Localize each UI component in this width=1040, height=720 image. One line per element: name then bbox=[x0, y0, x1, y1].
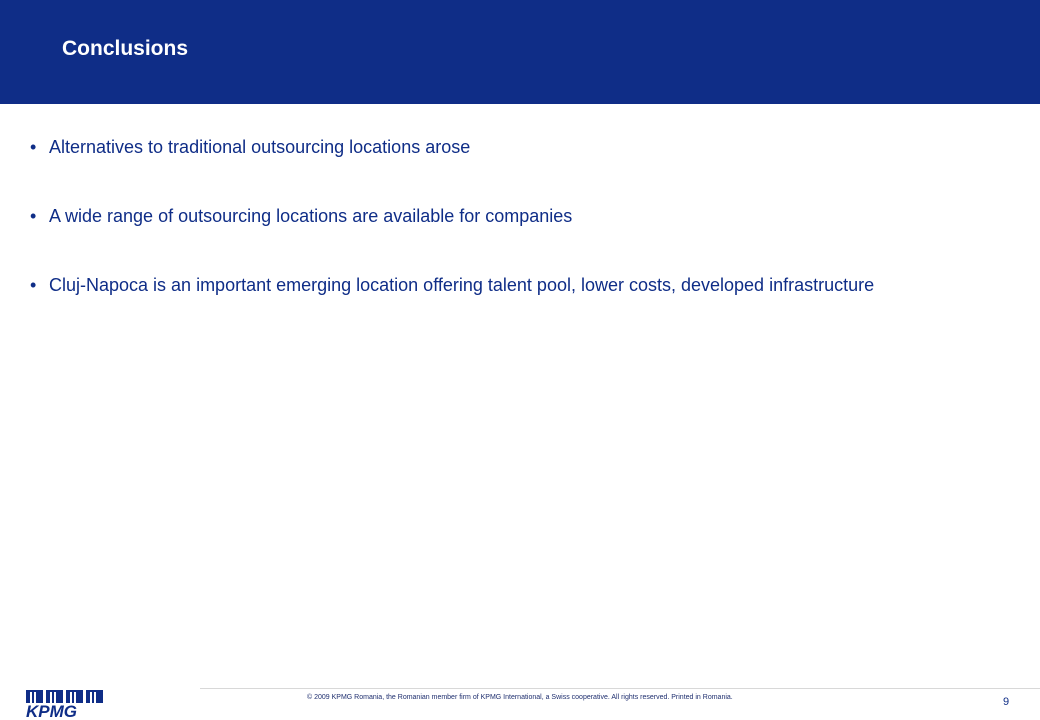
bullet-marker: • bbox=[30, 137, 37, 157]
bullet-item bbox=[30, 135, 930, 159]
bullet-marker: • bbox=[30, 275, 37, 295]
kpmg-logo-wordmark: KPMG bbox=[26, 702, 77, 718]
bullet-text: A wide range of outsourcing locations are available for companies bbox=[49, 206, 573, 226]
slide-title: Conclusions bbox=[62, 37, 189, 60]
bullet-text: Cluj-Napoca is an important emerging location offering talent pool, lower costs, developed infrastructure bbox=[49, 275, 875, 295]
bullet-item bbox=[30, 204, 930, 228]
footer-divider bbox=[200, 688, 1040, 689]
bullet-text: Alternatives to traditional outsourcing locations arose bbox=[49, 137, 471, 157]
bullet-item bbox=[30, 273, 930, 297]
bullet-list bbox=[30, 135, 930, 342]
bullet-marker: • bbox=[30, 206, 37, 226]
page-number: 9 bbox=[1003, 696, 1010, 708]
copyright-notice: © 2009 KPMG Romania, the Romanian member firm of KPMG International, a Swiss cooperative. All rights reserved. Printed in Romania. bbox=[307, 694, 733, 701]
kpmg-logo bbox=[24, 689, 104, 718]
